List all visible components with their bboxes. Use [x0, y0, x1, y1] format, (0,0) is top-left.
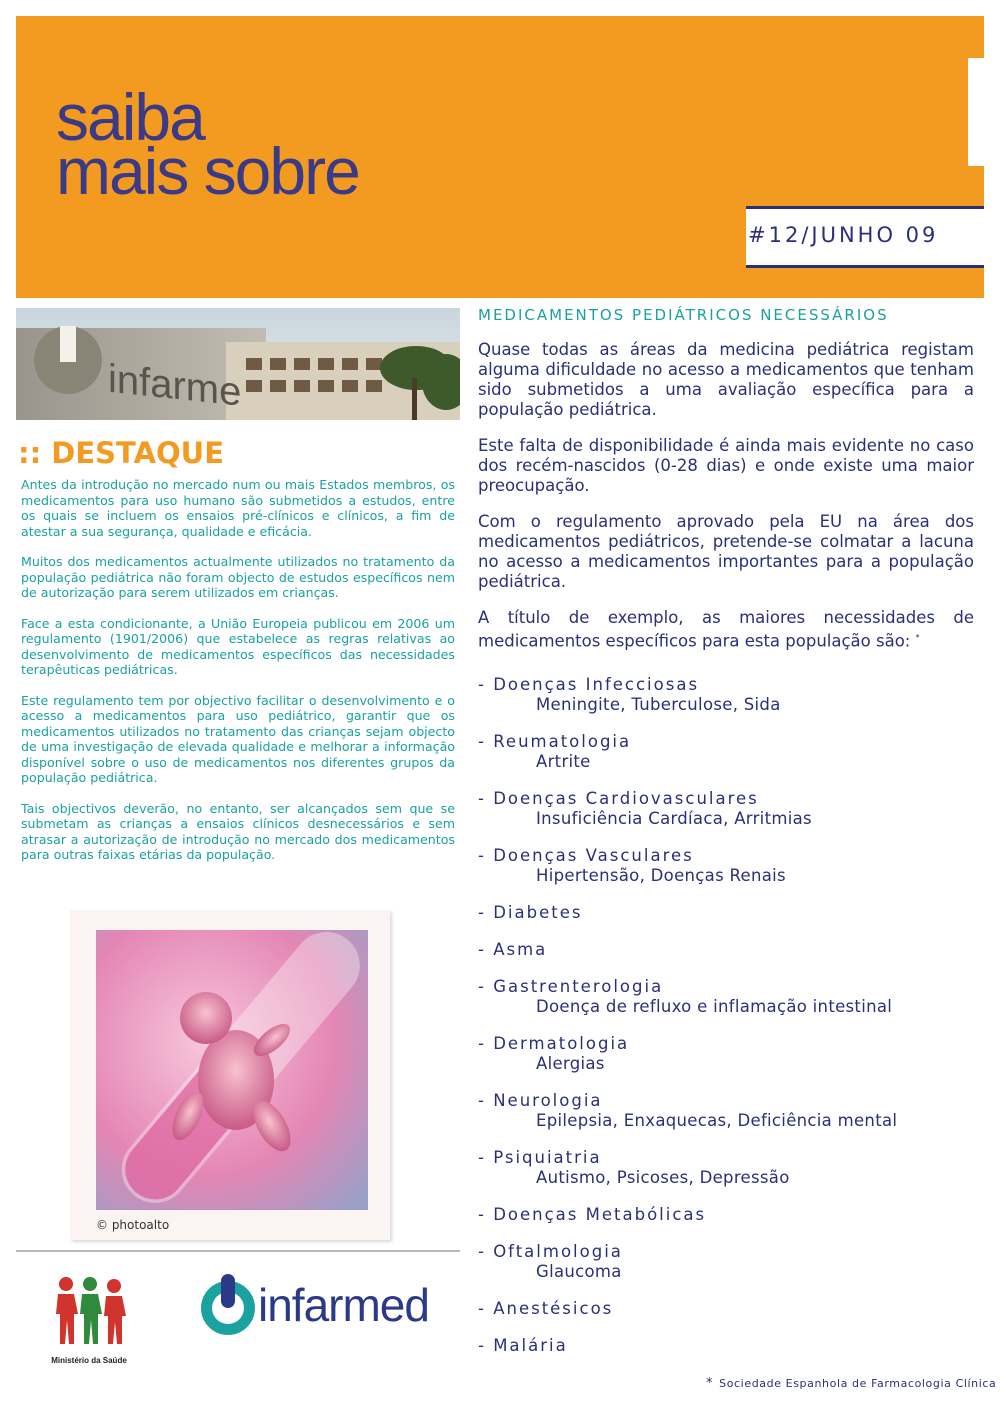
- destaque-paragraph: Antes da introdução no mercado num ou mais Estados membros, os medicamentos para uso humano são submetidos a estudos, entre os quais se incluem os ensaios pré-clínicos e clínicos, a fim de atestar a sua segurança, qualidade e eficácia.: [21, 477, 455, 539]
- main-paragraph: Quase todas as áreas da medicina pediátrica registam alguma dificuldade no acesso a medicamentos que tenham sido submetidos a uma avaliação específica para a população pediátrica.: [478, 340, 974, 419]
- title-line-1: saiba: [56, 80, 204, 154]
- need-detail: Artrite: [536, 751, 591, 771]
- list-item: [478, 1298, 974, 1319]
- main-column: [478, 306, 974, 1372]
- need-detail: Autismo, Psicoses, Depressão: [536, 1167, 790, 1187]
- destaque-body: [21, 477, 455, 878]
- list-item: [478, 1335, 974, 1356]
- need-category: - Doenças Cardiovasculares: [478, 788, 759, 808]
- section-title: MEDICAMENTOS PEDIÁTRICOS NECESSÁRIOS: [478, 306, 889, 324]
- list-item: [478, 674, 974, 715]
- destaque-paragraph: Muitos dos medicamentos actualmente utilizados no tratamento da população pediátrica não foram objecto de estudos específicos nem de autorização para serem utilizados em crianças.: [21, 554, 455, 600]
- intro-paragraph: [478, 608, 974, 652]
- need-category: - Psiquiatria: [478, 1147, 602, 1167]
- list-item: [478, 939, 974, 960]
- issue-badge: [746, 206, 984, 268]
- test-tube-photo-frame: [70, 910, 390, 1240]
- intro-footnote-mark: *: [915, 633, 920, 642]
- need-category: - Reumatologia: [478, 731, 632, 751]
- list-item: [478, 902, 974, 923]
- destaque-paragraph: Face a esta condicionante, a União Europeia publicou em 2006 um regulamento (1901/2006) que estabelece as regras relativas ao desenvolvimento de medicamentos específicos das necessidades terapêuticas pediátricas.: [21, 615, 455, 677]
- ministry-caption: Ministério da Saúde: [51, 1356, 127, 1365]
- destaque-heading: :: DESTAQUE: [18, 436, 225, 470]
- needs-list: [478, 674, 974, 1356]
- building-photo-image: [16, 308, 460, 420]
- list-item: [478, 1204, 974, 1225]
- footnote: [706, 1376, 996, 1391]
- need-category: - Diabetes: [478, 902, 583, 922]
- need-detail: Doença de refluxo e inflamação intestinal: [536, 996, 893, 1016]
- need-category: - Oftalmologia: [478, 1241, 623, 1261]
- intro-text: A título de exemplo, as maiores necessidades de medicamentos específicos para esta população são:: [478, 608, 974, 651]
- infarmed-logo: [200, 1272, 440, 1342]
- need-detail: Epilepsia, Enxaquecas, Deficiência mental: [536, 1110, 898, 1130]
- need-category: - Doenças Metabólicas: [478, 1204, 707, 1224]
- list-item: [478, 731, 974, 772]
- need-category: - Dermatologia: [478, 1033, 630, 1053]
- need-category: - Neurologia: [478, 1090, 603, 1110]
- test-tube-photo-image: [96, 930, 368, 1210]
- ministerio-saude-logo: [44, 1272, 134, 1368]
- need-category: - Asma: [478, 939, 548, 959]
- ministry-figures-icon: [44, 1272, 134, 1356]
- left-divider: [16, 1250, 460, 1252]
- title-line-2: mais sobre: [56, 134, 359, 208]
- need-category: - Doenças Infecciosas: [478, 674, 700, 694]
- test-tube-photo: [96, 930, 368, 1210]
- need-category: - Malária: [478, 1335, 568, 1355]
- list-item: [478, 1033, 974, 1074]
- destaque-paragraph: Tais objectivos deverão, no entanto, ser alcançados sem que se submetam as crianças a ensaios clínicos desnecessários e sem atrasar a autorização de introdução no mercado dos medicamentos para outras faixas etárias da população.: [21, 800, 455, 862]
- list-item: [478, 1241, 974, 1282]
- footnote-text: Sociedade Espanhola de Farmacologia Clínica: [719, 1377, 997, 1390]
- list-item: [478, 788, 974, 829]
- need-detail: Glaucoma: [536, 1261, 622, 1281]
- list-item: [478, 1090, 974, 1131]
- infarmed-building-photo: [16, 308, 460, 420]
- issue-number: #12/JUNHO 09: [748, 223, 939, 247]
- need-detail: Hipertensão, Doenças Renais: [536, 865, 786, 885]
- need-category: - Doenças Vasculares: [478, 845, 694, 865]
- main-paragraph: Com o regulamento aprovado pela EU na área dos medicamentos pediátricos, pretende-se colmatar a lacuna no acesso a medicamentos importantes para a população pediátrica.: [478, 512, 974, 591]
- list-item: [478, 976, 974, 1017]
- destaque-paragraph: Este regulamento tem por objectivo facilitar o desenvolvimento e o acesso a medicamentos para uso pediátrico, garantir que os medicamentos utilizados no tratamento das crianças sejam objecto de uma investigação de elevada qualidade e melhorar a informação disponível sobre o uso de medicamentos nos diferentes grupos da população pediátrica.: [21, 692, 455, 785]
- main-paragraph: Este falta de disponibilidade é ainda mais evidente no caso dos recém-nascidos (0-28 dias) e onde existe uma maior preocupação.: [478, 436, 974, 495]
- svg-text:infarme: infarme: [108, 356, 242, 415]
- need-detail: Alergias: [536, 1053, 605, 1073]
- list-item: [478, 1147, 974, 1188]
- header-banner: [16, 16, 984, 298]
- need-detail: Insuficiência Cardíaca, Arritmias: [536, 808, 812, 828]
- header-notch: [968, 58, 984, 166]
- footnote-mark: *: [706, 1376, 714, 1391]
- page-title: [56, 80, 359, 208]
- list-item: [478, 845, 974, 886]
- infarmed-wordmark: infarmed: [258, 1279, 429, 1331]
- need-category: - Anestésicos: [478, 1298, 614, 1318]
- need-category: - Gastrenterologia: [478, 976, 664, 996]
- need-detail: Meningite, Tuberculose, Sida: [536, 694, 781, 714]
- photo-credit: © photoalto: [96, 1218, 170, 1232]
- infarmed-symbol-icon: [200, 1274, 256, 1338]
